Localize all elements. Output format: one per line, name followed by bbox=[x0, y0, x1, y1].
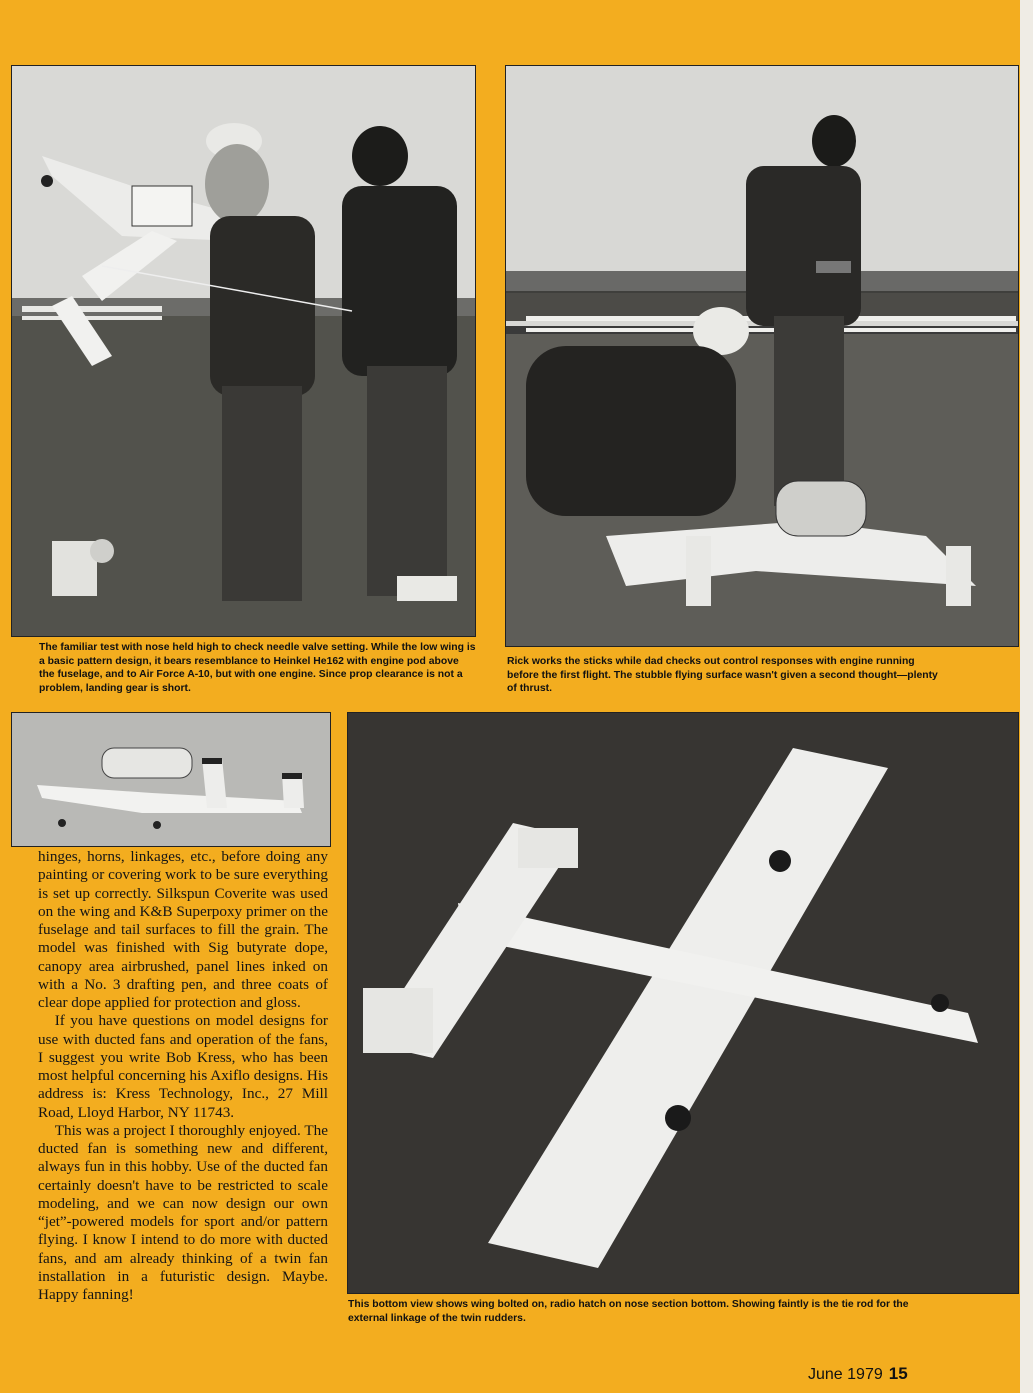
article-paragraph-3: This was a project I thoroughly enjoyed. The ducted fan is something new and different, always fun in this hobby. Use of the ducted fan certainly doesn't have to be restricted to scale modeling, and we can now design our own “jet”-powered models for sport and/or pattern flying. I know I intend to do more with ducted fans, and am already thinking of a twin fan installation in a futuristic design. Maybe. Happy fanning! bbox=[38, 1121, 328, 1303]
article-paragraph-2: If you have questions on model designs for use with ducted fans and operation of the fans, I suggest you write Bob Kress, who has been most helpful concerning his Axiflo designs. His address is: Kress Technology, Inc., 27 Mill Road, Lloyd Harbor, NY 11743. bbox=[38, 1012, 328, 1121]
photo-control-check bbox=[505, 65, 1019, 647]
page-number: 15 bbox=[888, 1364, 908, 1383]
page-folio bbox=[808, 1364, 908, 1384]
issue-date: June 1979 bbox=[808, 1366, 883, 1383]
article-paragraph-1: hinges, horns, linkages, etc., before doing any painting or covering work to be sure everything is set up correctly. Silkspun Coverite was used on the wing and K&B Superpoxy primer on the fuselage and tail surfaces to fill the grain. The model was finished with Sig butyrate dope, canopy area airbrushed, panel lines inked on with a No. 3 drafting pen, and three coats of clear dope applied for protection and gloss. bbox=[38, 848, 328, 1011]
caption-photo-2: Rick works the sticks while dad checks out control responses with engine running before the first flight. The stubble flying surface wasn't given a second thought—plenty of thrust. bbox=[507, 656, 938, 695]
caption-photo-4: This bottom view shows wing bolted on, radio hatch on nose section bottom. Showing faintly is the tie rod for the external linkage of the twin rudders. bbox=[348, 1299, 909, 1324]
article-body bbox=[38, 848, 328, 1304]
photo-bottom-view bbox=[347, 712, 1019, 1294]
photo-plane-in-flight bbox=[11, 712, 331, 847]
page-margin bbox=[1020, 0, 1033, 1393]
photo-needle-valve-test bbox=[11, 65, 476, 637]
caption-photo-1: The familiar test with nose held high to check needle valve setting. While the low wing is a basic pattern design, it bears resemblance to Heinkel He162 with engine pod above the fuselage, and to Air Force A-10, but with one engine. Since prop clearance is not a problem, landing gear is short. bbox=[39, 642, 476, 694]
